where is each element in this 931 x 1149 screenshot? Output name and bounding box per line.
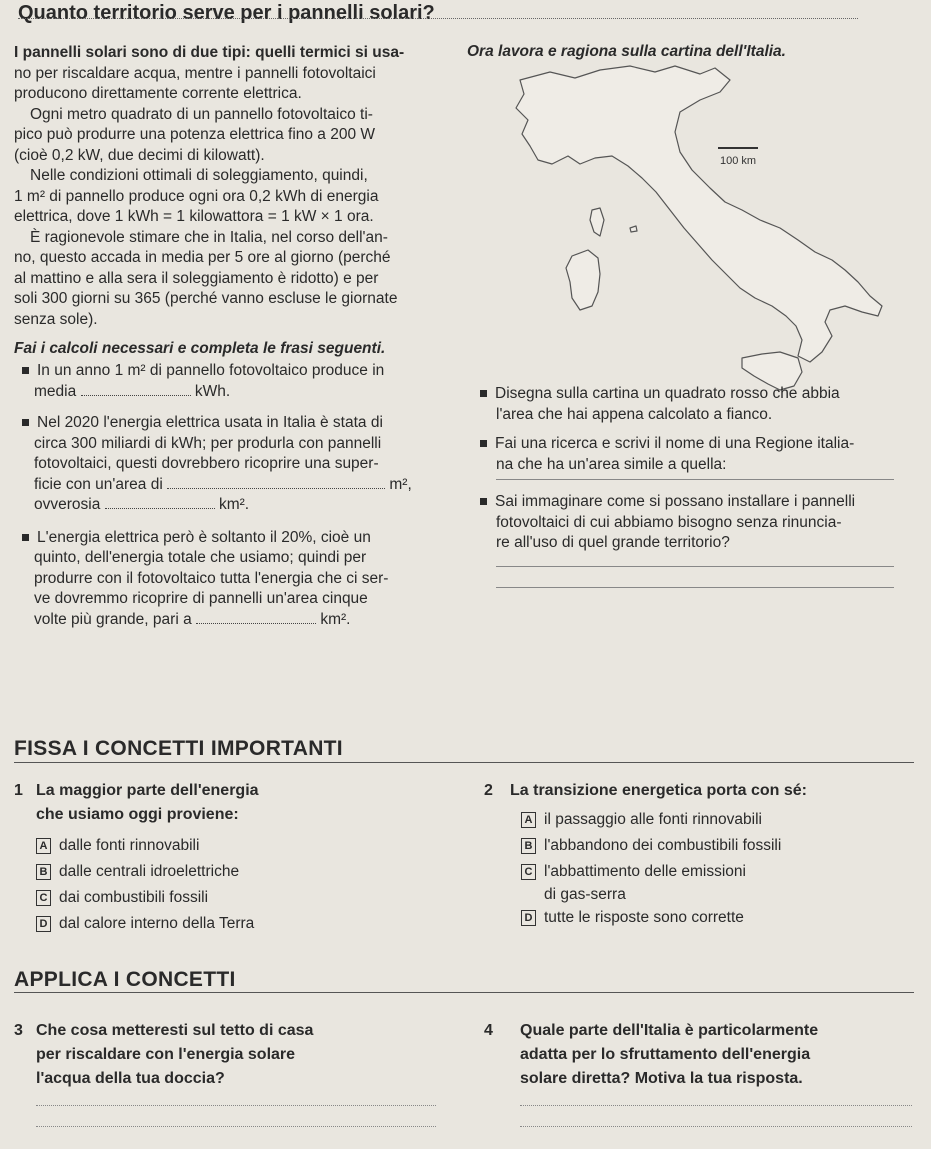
bullet-text: m², [389, 475, 412, 493]
page-title: Quanto territorio serve per i pannelli solari? [18, 2, 435, 24]
bullet-marker [480, 493, 495, 510]
q1-options [14, 833, 444, 937]
option-letter: D [521, 910, 536, 926]
question-3 [14, 1019, 444, 1127]
bullet-2 [14, 413, 459, 516]
question-text: La transizione energetica porta con sé: [510, 782, 807, 799]
applica-heading: APPLICA I CONCETTI [14, 968, 236, 991]
answer-blank-kwh[interactable] [81, 383, 191, 396]
answer-blank-km2-total[interactable] [196, 611, 316, 624]
bullet-marker [22, 529, 37, 546]
answer-line[interactable] [520, 1126, 912, 1127]
intro-line: 1 m² di pannello produce ogni ora 0,2 kWh di energia [14, 187, 379, 205]
option-text: dal calore interno della Terra [59, 915, 255, 932]
bullet-text: re all'uso di quel grande territorio? [496, 534, 730, 551]
right-bullet-3 [478, 492, 918, 588]
answer-line-region[interactable] [496, 479, 894, 480]
bullet-marker [22, 362, 37, 379]
option-text: dalle fonti rinnovabili [59, 837, 200, 854]
option-letter: D [36, 916, 51, 932]
fissa-divider [14, 762, 914, 763]
intro-line: no per riscaldare acqua, mentre i pannelli fotovoltaici [14, 64, 376, 82]
right-bullet-1 [478, 384, 918, 425]
option-text: dalle centrali idroelettriche [59, 863, 240, 880]
option-letter: C [521, 864, 536, 880]
bullet-text: L'energia elettrica però è soltanto il 20%, cioè un [37, 528, 371, 546]
fissa-heading: FISSA I CONCETTI IMPORTANTI [14, 737, 343, 760]
bullet-3 [14, 528, 459, 631]
bullet-text: Sai immaginare come si possano installare i pannelli [495, 493, 856, 510]
question-number: 3 [14, 1022, 23, 1039]
right-bullet-2 [478, 434, 918, 480]
question-text: La maggior parte dell'energia [36, 782, 259, 799]
intro-line: (cioè 0,2 kW, due decimi di kilowatt). [14, 146, 265, 164]
bullet-text: ve dovremmo ricoprire di pannelli un'area cinque [34, 590, 368, 607]
sardinia [566, 250, 600, 310]
option-c[interactable] [36, 885, 444, 911]
option-letter: A [36, 838, 51, 854]
option-a[interactable] [36, 833, 444, 859]
right-exercises [478, 384, 918, 588]
intro-line: soli 300 giorni su 365 (perché vanno escluse le giornate [14, 290, 398, 307]
intro-text [14, 43, 459, 330]
q2-options [484, 807, 924, 931]
bullet-text: km². [218, 496, 250, 513]
bullet-marker [480, 385, 495, 402]
answer-line[interactable] [36, 1126, 436, 1127]
intro-line: elettrica, dove 1 kWh = 1 kilowattora = 1 kW × 1 ora. [14, 208, 374, 225]
bullet-text: circa 300 miliardi di kWh; per produrla con pannelli [34, 434, 382, 452]
question-4 [484, 1019, 924, 1127]
bullet-marker [480, 435, 495, 452]
option-c[interactable] [521, 859, 924, 885]
question-text: che usiamo oggi proviene: [36, 806, 239, 823]
bullet-text: In un anno 1 m² di pannello fotovoltaico produce in [37, 362, 385, 379]
intro-line: no, questo accada in media per 5 ore al giorno (perché [14, 249, 391, 266]
instruction: Fai i calcoli necessari e completa le frasi seguenti. [14, 340, 386, 357]
option-d[interactable] [36, 911, 444, 937]
intro-line: pico può produrre una potenza elettrica fino a 200 W [14, 126, 376, 143]
italy-mainland [516, 66, 882, 362]
bullet-text: produrre con il fotovoltaico tutta l'energia che ci ser- [34, 569, 389, 587]
bullet-text: Disegna sulla cartina un quadrato rosso che abbia [495, 385, 840, 402]
intro-line: producono direttamente corrente elettrica. [14, 85, 302, 102]
answer-line[interactable] [496, 566, 894, 567]
intro-line: I pannelli solari sono di due tipi: quelli termici si usa- [14, 44, 405, 61]
bullet-text: volte più grande, pari a [34, 610, 192, 628]
intro-line: Nelle condizioni ottimali di soleggiamento, quindi, [30, 167, 368, 184]
italy-map[interactable] [480, 60, 900, 400]
option-text: tutte le risposte sono corrette [544, 909, 744, 926]
option-letter: A [521, 812, 536, 828]
answer-line[interactable] [496, 587, 894, 588]
intro-line: È ragionevole stimare che in Italia, nel corso dell'an- [30, 228, 388, 246]
elba [630, 226, 637, 232]
question-text: Quale parte dell'Italia è particolarmente [520, 1022, 819, 1039]
option-d[interactable] [521, 905, 924, 931]
option-a[interactable] [521, 807, 924, 833]
bullet-text: Fai una ricerca e scrivi il nome di una Regione italia- [495, 435, 855, 452]
left-exercises [14, 361, 459, 630]
bullet-text: Nel 2020 l'energia elettrica usata in Italia è stata di [37, 414, 383, 431]
intro-line: senza sole). [14, 310, 98, 328]
bullet-text: ovverosia [34, 496, 101, 513]
bullet-text: quinto, dell'energia totale che usiamo; quindi per [34, 549, 367, 566]
question-text: adatta per lo sfruttamento dell'energia [520, 1046, 811, 1063]
title-divider [18, 18, 858, 19]
answer-line[interactable] [520, 1105, 912, 1106]
bullet-marker [22, 414, 37, 431]
option-letter: C [36, 890, 51, 906]
intro-line: al mattino e alla sera il soleggiamento è ridotto) e per [14, 269, 379, 287]
bullet-text: l'area che hai appena calcolato a fianco. [496, 405, 773, 423]
bullet-text: kWh. [194, 382, 231, 400]
question-text: Che cosa metteresti sul tetto di casa [36, 1022, 314, 1039]
question-text: l'acqua della tua doccia? [36, 1070, 225, 1087]
map-scale-label: 100 km [720, 155, 757, 167]
option-b[interactable] [36, 859, 444, 885]
question-2 [484, 779, 924, 931]
bullet-text: na che ha un'area simile a quella: [496, 455, 727, 473]
option-b[interactable] [521, 833, 924, 859]
answer-blank-km2[interactable] [105, 496, 215, 509]
question-text: per riscaldare con l'energia solare [36, 1046, 296, 1063]
answer-blank-m2[interactable] [167, 476, 385, 489]
map-instruction: Ora lavora e ragiona sulla cartina dell'Italia. [467, 43, 786, 60]
option-letter: B [36, 864, 51, 880]
applica-divider [14, 992, 914, 993]
bullet-text: ficie con un'area di [34, 475, 163, 493]
bullet-text: media [34, 382, 77, 400]
question-number: 2 [484, 782, 493, 799]
question-number: 4 [484, 1022, 493, 1039]
option-text: dai combustibili fossili [59, 889, 209, 906]
option-text: l'abbattimento delle emissioni [544, 863, 746, 880]
question-text: solare diretta? Motiva la tua risposta. [520, 1070, 803, 1087]
bullet-text: fotovoltaici, questi dovrebbero ricoprire una super- [34, 455, 379, 472]
intro-line: Ogni metro quadrato di un pannello fotovoltaico ti- [30, 105, 373, 123]
option-text: il passaggio alle fonti rinnovabili [544, 811, 762, 828]
question-number: 1 [14, 782, 23, 799]
answer-line[interactable] [36, 1105, 436, 1106]
bullet-text: km². [320, 610, 351, 628]
option-text: l'abbandono dei combustibili fossili [544, 837, 782, 854]
corsica [590, 208, 604, 236]
option-c-continued: di gas-serra [544, 886, 626, 903]
bullet-text: fotovoltaici di cui abbiamo bisogno senza rinuncia- [496, 513, 842, 531]
question-1 [14, 779, 444, 937]
option-letter: B [521, 838, 536, 854]
bullet-1 [14, 361, 459, 402]
